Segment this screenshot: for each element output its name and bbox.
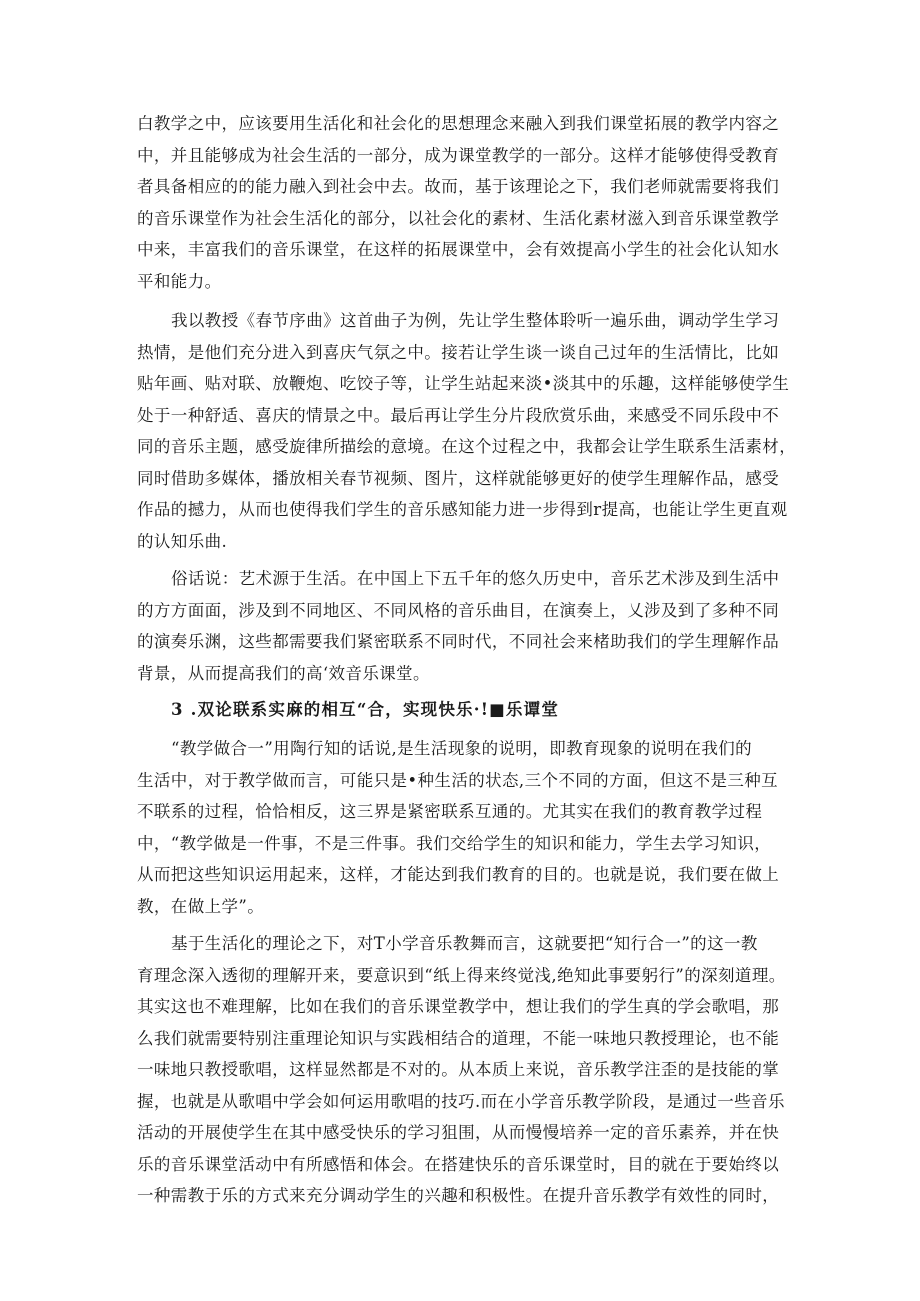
text-line: 同的音乐主题，感受旋律所描绘的意境。在这个过程之中，我都会让学生联系生活素材，	[137, 437, 797, 456]
text-line: 我以教授《春节序曲》这首曲子为例，先让学生整体聆听一遍乐曲，调动学生学习	[171, 311, 780, 330]
text-line: 不联系的过程，恰恰相反，这三界是紧密联系互通的。尤其实在我们的教育教学过程	[137, 802, 763, 821]
text-line: 的音乐课堂作为社会生活化的部分，以社会化的素材、生活化素材滋入到音乐课堂教学	[137, 208, 780, 228]
text-line: 一味地只教授歌唱，这样显然都是不对的。从本质上来说，音乐教学注歪的是技能的掌	[137, 1060, 780, 1079]
text-line: 乐的音乐课堂活动中有所感悟和体会。在搭建快乐的音乐课堂时，目的就在于要始终以	[137, 1154, 780, 1174]
paragraph-2	[137, 305, 797, 557]
text-line: 教，在做上学”。	[137, 896, 265, 916]
text-line: 么我们就需要特别注重理论知识与实践相结合的道理，不能一味地只教授理论，也不能	[137, 1028, 780, 1048]
text-line: 平和能力。	[137, 271, 222, 291]
paragraph-5	[137, 928, 797, 1212]
text-line: 俗话说：艺术源于生活。在中国上下五千年的悠久历史中，音乐艺术涉及到生活中	[171, 569, 780, 588]
text-line: 背景，从而提高我们的高‘效音乐课堂。	[137, 663, 430, 683]
text-line: 中，“教学做是一件事，不是三件事。我们交给学生的知识和能力，学生去学习知识，	[137, 833, 772, 853]
text-line: 从而把这些知识运用起来，这样，才能达到我们教育的目的。也就是说，我们要在做上	[137, 865, 780, 884]
section-heading: 3 .双论联系实麻的相互“合，实现快乐·!■乐谭堂	[171, 700, 560, 719]
text-line: 生活中，对于教学做而言，可能只是•种生活的状态,三个不同的方面，但这不是三种互	[137, 770, 779, 790]
text-line: 热情，是他们充分进入到喜庆气氛之中。接若让学生谈一谈自己过年的生活情比，比如	[137, 342, 780, 362]
text-line: 一种需教于乐的方式来充分调动学生的兴趣和积极性。在提升音乐教学有效性的同时，	[137, 1186, 780, 1205]
text-line: 同时借助多媒体，播放相关春节视频、图片，这样就能够更好的使学生理解作品，感受	[137, 468, 780, 488]
text-line: 作品的撼力，从而也使得我们学生的音乐感知能力进一步得到r提高，也能让学生更直观	[137, 500, 788, 519]
text-line: 活动的开展使学生在其中感受快乐的学习狙围，从而慢慢培养一定的音乐素养，并在快	[137, 1123, 780, 1142]
text-line: 的演奏乐渊，这些都需要我们紧密联系不同时代，不同社会来楮助我们的学生理解作品	[137, 632, 780, 651]
paragraph-4	[137, 733, 797, 922]
text-line: 白教学之中，应该要用生活化和社会化的思想理念来融入到我们课堂拓展的教学内容之	[137, 114, 780, 133]
document-page	[137, 108, 797, 1212]
text-line: 基于生活化的理论之下，对T小学音乐教舞而言，这就要把“知行合一”的这一教	[171, 934, 758, 953]
text-line: 的认知乐曲.	[137, 531, 228, 551]
text-line: 育理念深入透彻的理解开来，要意识到“纸上得来终觉浅,绝知此事要躬行”的深刻道理。	[137, 965, 786, 985]
text-line: 其实这也不难理解，比如在我们的音乐课堂教学中，想让我们的学生真的学会歌唱，那	[137, 997, 780, 1016]
text-line: “教学做合一”用陶行知的话说,是生活现象的说明，即教育现象的说明在我们的	[171, 739, 753, 758]
paragraph-1	[137, 108, 797, 297]
paragraph-3	[137, 563, 797, 689]
text-line: 贴年画、贴对联、放鞭炮、吃饺子等，让学生站起来淡•淡其中的乐趣，这样能够使学生	[137, 374, 790, 393]
text-line: 握，也就是从歌唱中学会如何运用歌唱的技巧.而在小学音乐教学阶段，是通过一些音乐	[137, 1091, 785, 1111]
text-line: 中来，丰富我们的音乐课堂，在这样的拓展课堂中，会有效提高小学生的社会化认知水	[137, 240, 780, 259]
text-line: 的方方面面，涉及到不同地区、不同风格的音乐曲目，在演奏上，乂涉及到了多种不同	[137, 600, 780, 620]
text-line: 者具备相应的的能力融入到社会中去。故而，基于该理论之下，我们老师就需要将我们	[137, 177, 780, 196]
text-line: 中，并且能够成为社会生活的一部分，成为课堂教学的一部分。这样才能够使得受教育	[137, 145, 780, 165]
text-line: 处于一种舒适、喜庆的情景之中。最后再让学生分片段欣赏乐曲，来感受不同乐段中不	[137, 405, 780, 425]
